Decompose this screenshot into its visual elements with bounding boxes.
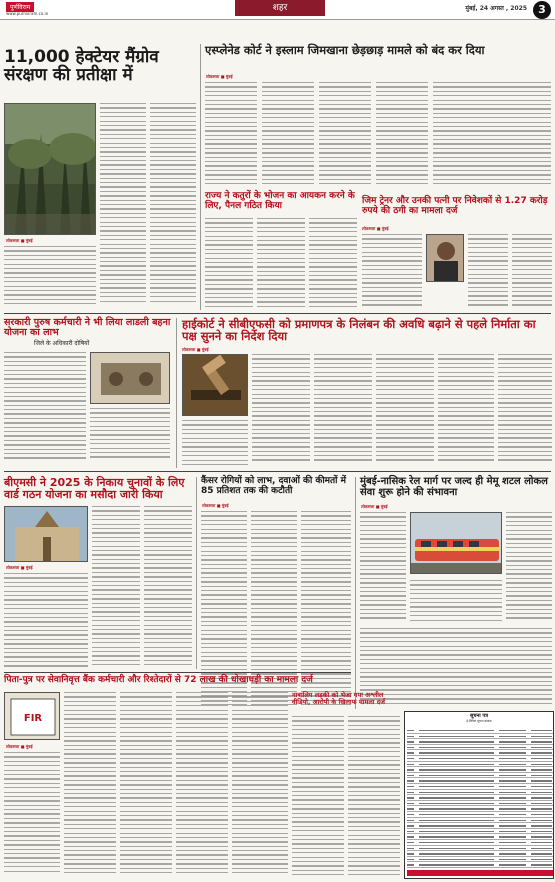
tender-notice-footer: [407, 870, 553, 876]
highcourt-body-col2: [252, 354, 310, 468]
highcourt-body-col3: [314, 354, 372, 468]
bmc-body-col1: [4, 573, 88, 669]
dateline: मुंबई, 24 अगस्त , 2025: [465, 5, 527, 12]
bmc-body-col2: [92, 506, 140, 669]
meals-body-col1: [205, 218, 253, 310]
headline-highcourt: हाईकोर्ट ने सीबीएफसी को प्रमाणपत्र के निलंबन की अवधि बढ़ाने से पहले निर्माता का पक्ष सुनने का निर्देश दिया: [182, 317, 536, 344]
memu-photo: [410, 512, 502, 574]
memu-body-col3: [410, 580, 502, 624]
column-divider-3: [196, 477, 197, 669]
byline-bmc: लोकसत्ता ■ मुंबई: [6, 565, 33, 570]
fraud-body-col1: [362, 234, 422, 310]
tender-notice-box: [404, 711, 554, 879]
brand-url: www.purnviram.co.in: [6, 11, 49, 16]
headline-bmc: बीएमसी ने 2025 के निकाय चुनावों के लिए वार्ड गठन योजना का मसौदा जारी किया: [4, 476, 185, 501]
meals-body-col2: [257, 218, 305, 310]
byline-highcourt: लोकसत्ता ■ मुंबई: [182, 347, 209, 352]
tender-notice-subtitle: ई-निविदा सूचना क्रमांक: [466, 719, 492, 723]
memu-body-col2: [506, 512, 552, 624]
svg-text:FIR: FIR: [23, 713, 43, 724]
highcourt-body-col5: [438, 354, 494, 468]
headline-memu: मुंबई-नासिक रेल मार्ग पर जल्द ही मेमू शटल लोकल सेवा शुरू होने की संभावना: [360, 476, 548, 498]
page-number: 3: [533, 1, 551, 19]
father-son-body-col4: [176, 692, 228, 878]
father-son-body-col3: [120, 692, 172, 878]
fraud-body-col2: [468, 234, 508, 310]
section-rule: [4, 313, 551, 314]
memu-body-col1: [360, 512, 406, 624]
highcourt-body-col6: [498, 354, 552, 468]
minor-body-col2: [348, 716, 400, 878]
esplanade-body-col3: [319, 82, 371, 188]
section-rule-3: [4, 672, 351, 673]
column-divider-2: [176, 318, 177, 468]
esplanade-body-col1: [205, 82, 257, 188]
fir-photo: [4, 692, 60, 740]
headline-minor: नाबालिग लड़की को भेजा गया अश्लील वीडियो, आरोपी के खिलाफ मामला दर्ज: [292, 691, 385, 707]
minor-body-col1: [292, 716, 344, 878]
highcourt-body-col1: [182, 420, 248, 468]
esplanade-body-col5: [433, 82, 551, 188]
esplanade-body-col4: [376, 82, 428, 188]
byline-mangrove: लोकसत्ता ■ मुंबई: [6, 238, 33, 243]
section-label: शहर: [235, 0, 325, 16]
esplanade-body-col2: [262, 82, 314, 188]
tender-cell: [531, 862, 552, 868]
tender-cell: [407, 862, 414, 868]
headline-cancer: कैंसर रोगियों को लाभ, दवाओं की कीमतों में 85 प्रतिशत तक की कटौती: [201, 476, 347, 496]
mangrove-photo: [4, 103, 96, 235]
fraud-body-col3: [512, 234, 552, 310]
byline-esplanade: लोकसत्ता ■ मुंबई: [206, 74, 233, 79]
bmc-photo: [4, 506, 88, 562]
column-divider-4: [355, 477, 356, 709]
highcourt-body-col4: [376, 354, 434, 468]
tender-row: [407, 862, 553, 868]
masthead: [0, 0, 555, 20]
brand-logo: पूर्णविराम: [6, 2, 34, 12]
headline-meals: राज्य ने कतुरों के भोजन का आयकन करने के लिए, पैनल गठित किया: [205, 191, 355, 211]
mangrove-body-col3: [150, 103, 196, 307]
father-son-body-col1: [4, 752, 60, 878]
headline-father-son: पिता-पुत्र पर सेवानिवृत्त बैंक कर्मचारी और रिश्तेदारों से 72 लाख की धोखाधड़ी का मामला दर्ज: [4, 675, 313, 685]
section-rule-2: [4, 471, 551, 472]
byline-cancer: लोकसत्ता ■ मुंबई: [202, 503, 229, 508]
headline-ladli: सरकारी पुरुष कर्मचारी ने भी लिया लाडली बहना योजना का लाभ: [4, 317, 171, 339]
father-son-body-col2: [64, 692, 116, 878]
mangrove-body-col1: [4, 246, 96, 308]
father-son-body-col5: [232, 692, 288, 878]
headline-mangrove: 11,000 हेक्टेयर मैंग्रोव संरक्षण की प्रतीक्षा में: [4, 47, 159, 86]
subhead-ladli: जिले के अधिकारी दोषियों: [34, 340, 90, 347]
tender-notice-title: सूचना पत्र: [470, 713, 488, 719]
byline-memu: लोकसत्ता ■ मुंबई: [361, 504, 388, 509]
tender-cell: [499, 862, 526, 868]
column-divider: [200, 44, 201, 310]
highcourt-photo: [182, 354, 248, 416]
fraud-photo: [426, 234, 464, 282]
headline-esplanade: एस्प्लेनेड कोर्ट ने इस्लाम जिमखाना छेड़छाड़ मामले को बंद कर दिया: [205, 43, 485, 57]
ladli-photo: [90, 352, 170, 404]
meals-body-col3: [309, 218, 357, 310]
byline-fraud: लोकसत्ता ■ मुंबई: [362, 226, 389, 231]
tender-cell: [419, 862, 494, 868]
bmc-body-col3: [144, 506, 192, 669]
headline-fraud: जिम ट्रेनर और उनकी पत्नी पर निवेशकों से 1.27 करोड़ रुपये की ठगी का मामला दर्ज: [362, 196, 548, 216]
byline-father-son: लोकसत्ता ■ मुंबई: [6, 744, 33, 749]
ladli-body-col2: [90, 408, 170, 460]
ladli-body-col1: [4, 352, 86, 460]
mangrove-body-col2: [100, 103, 146, 307]
